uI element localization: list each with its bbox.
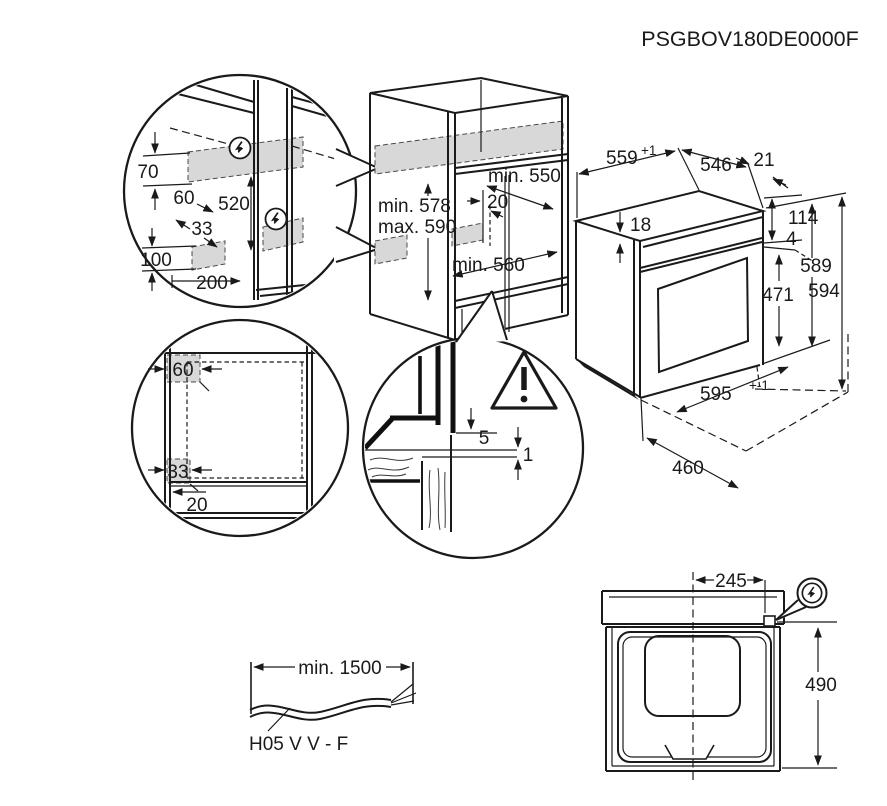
dim-top-depth: 546 <box>700 155 732 176</box>
dim-door-height: 471 <box>762 285 794 306</box>
dim-rear-gap: 21 <box>753 150 775 171</box>
dim-bottom-depth: min. 560 <box>452 255 525 276</box>
dim-panel-height: 114 <box>788 208 819 229</box>
oven-bottom-trim <box>578 361 639 400</box>
dim-front-width-tol: +-1 <box>749 378 769 393</box>
dim-edge-gap: 20 <box>186 495 208 516</box>
front-gap-detail <box>363 290 583 558</box>
dim-connection-offset: 245 <box>715 571 747 592</box>
oven-door-window <box>658 258 748 372</box>
dim-spacing: 520 <box>218 194 250 215</box>
dim-bottom-gap: 1 <box>522 445 534 466</box>
side-mounting-detail <box>124 75 356 307</box>
oven <box>576 143 848 488</box>
dim-lower-depth: 200 <box>196 273 228 294</box>
electrical-connection-icon <box>266 209 287 230</box>
cable-type-label: H05 V V - F <box>249 734 349 755</box>
dim-top-offset: 60 <box>173 188 195 209</box>
dim-lower-height: 100 <box>140 250 172 271</box>
dim-cable-length: min. 1500 <box>298 658 382 679</box>
dim-trim: 4 <box>786 229 797 250</box>
cabinet-niche <box>370 78 568 340</box>
power-cable <box>249 658 416 755</box>
dim-connection-depth: 490 <box>805 675 837 696</box>
dim-bottom-inset: 33 <box>167 462 189 483</box>
detail-circle <box>363 338 583 558</box>
dim-base-depth: 460 <box>672 458 704 479</box>
dim-offset-20: 20 <box>487 192 509 213</box>
dim-niche-depth: min. 550 <box>488 166 561 187</box>
appliance-top-view <box>602 571 837 780</box>
dim-top-inset: 60 <box>172 360 194 381</box>
connection-box <box>764 616 775 626</box>
dim-top-width-tol: +1 <box>641 143 657 158</box>
dim-height: 589 <box>800 256 832 277</box>
dim-height-total: 594 <box>808 281 840 302</box>
dim-height-min: min. 578 <box>378 196 451 217</box>
dim-height-max: max. 590 <box>378 217 457 238</box>
electrical-connection-icon <box>802 583 821 602</box>
electrical-connection-icon <box>230 138 251 159</box>
plan-corner-detail <box>132 320 348 536</box>
dim-lower-offset: 33 <box>191 219 213 240</box>
dim-top-height: 70 <box>137 162 159 183</box>
drawing-code: PSGBOV180DE0000F <box>641 27 859 51</box>
dim-front-width: 595 <box>700 384 732 405</box>
dim-top-clearance: 18 <box>630 215 652 236</box>
dim-top-width: 559 <box>606 148 638 169</box>
dim-front-gap: 5 <box>478 428 490 449</box>
